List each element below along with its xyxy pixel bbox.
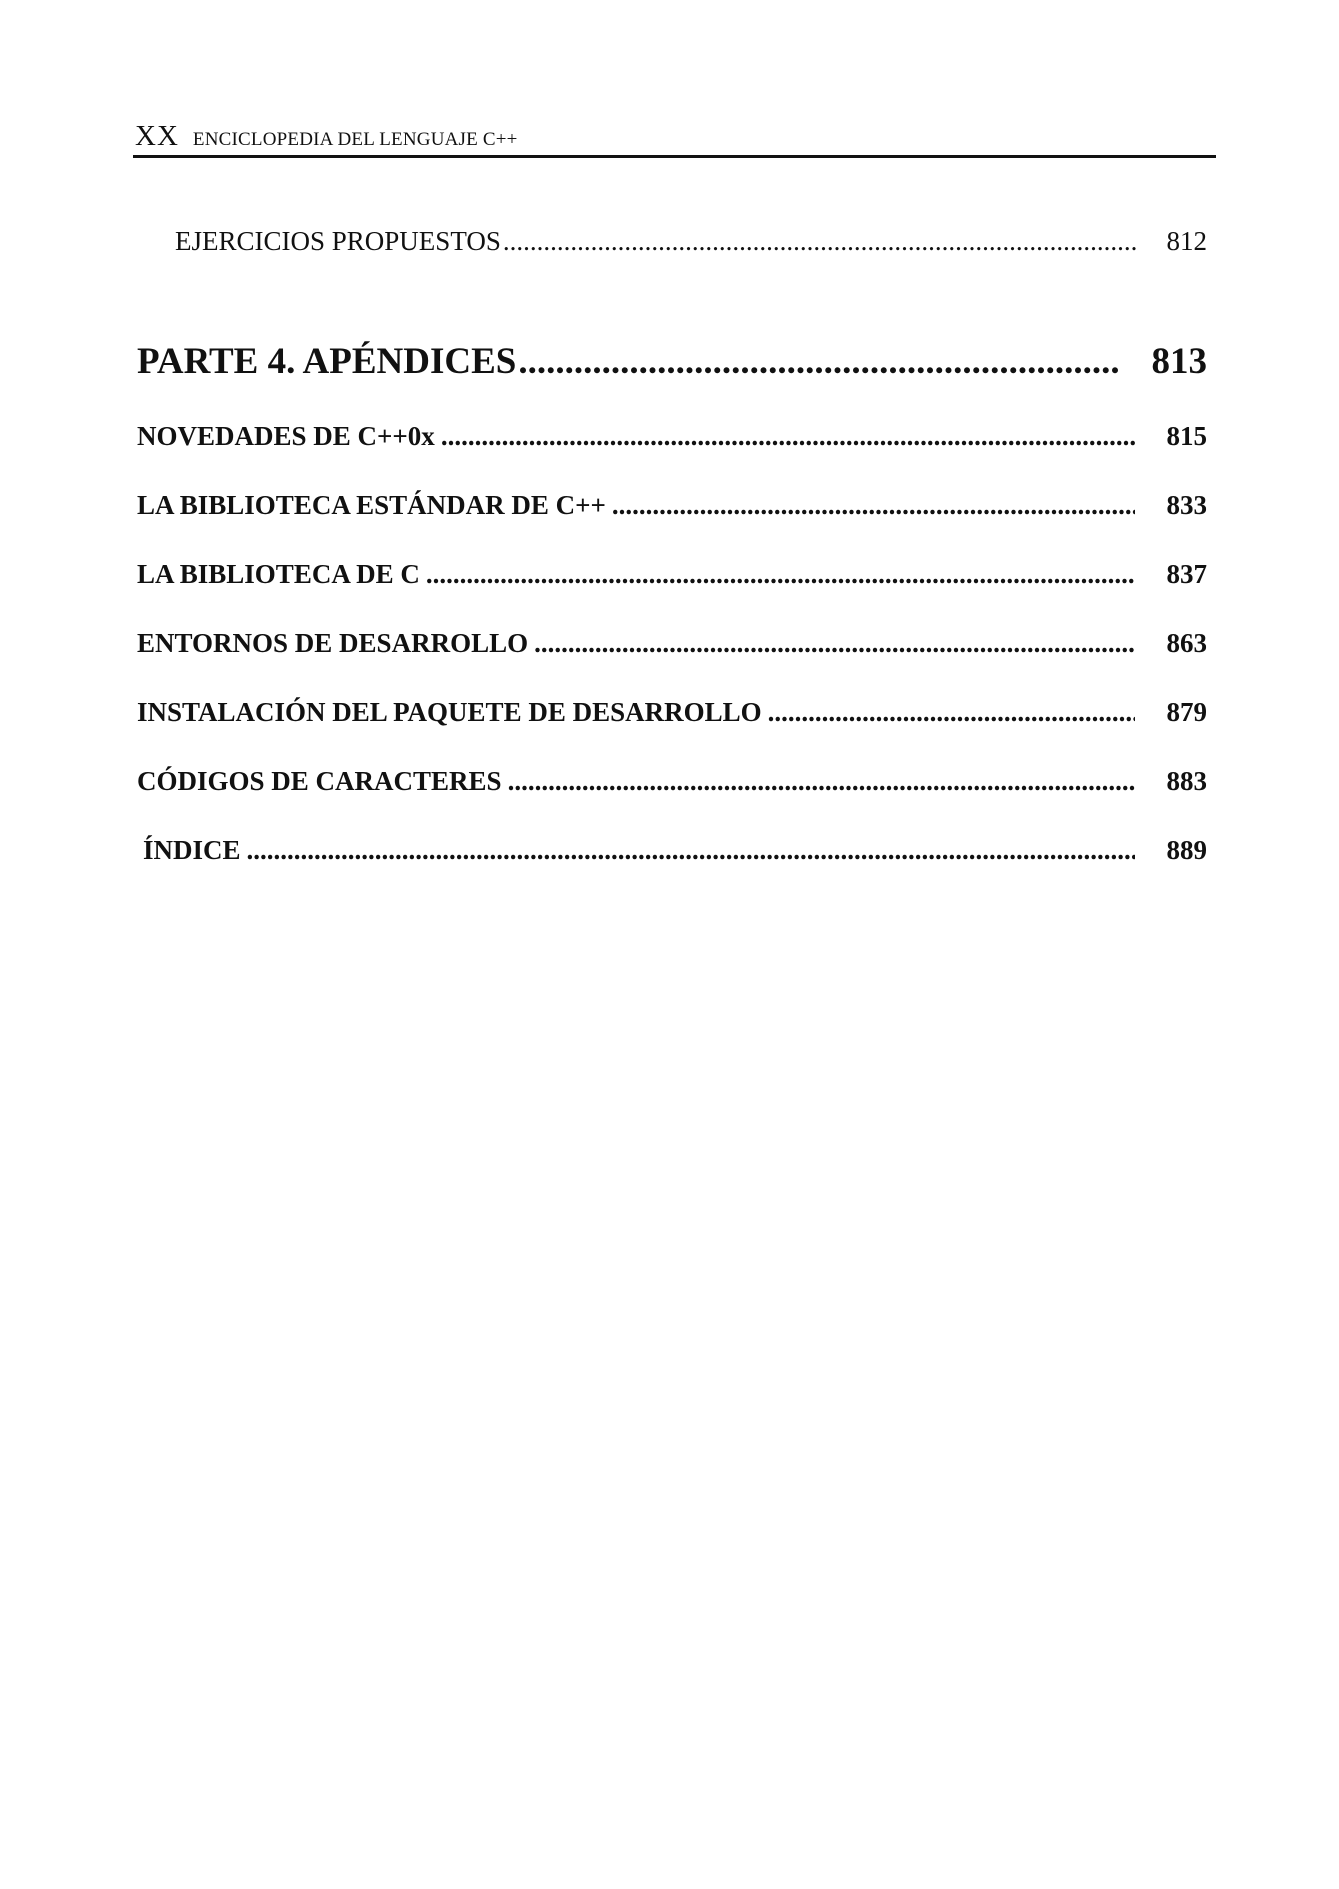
toc-dot-leader <box>534 628 1135 659</box>
toc-dot-leader <box>503 226 1139 257</box>
toc-entry-label: NOVEDADES DE C++0x <box>137 421 435 451</box>
toc-entry-label: EJERCICIOS PROPUESTOS <box>175 226 501 256</box>
toc-entry-label: ÍNDICE <box>143 835 241 865</box>
toc-entry-indice[interactable] <box>143 835 1207 866</box>
toc-entry-page: 883 <box>1166 766 1207 796</box>
header-rule <box>133 155 1216 158</box>
toc-part-label: PARTE 4. APÉNDICES <box>137 341 517 382</box>
header-page-number: XX <box>135 120 179 152</box>
running-header <box>135 120 1215 156</box>
toc-dot-leader <box>247 835 1135 866</box>
toc-entry-entornos[interactable] <box>137 628 1207 659</box>
toc-entry-biblioteca-estandar[interactable] <box>137 490 1207 521</box>
toc-entry-parte-4[interactable] <box>137 340 1207 383</box>
toc-dot-leader <box>768 697 1135 728</box>
toc-dot-leader <box>441 421 1135 452</box>
toc-entry-ejercicios-propuestos[interactable] <box>175 226 1207 257</box>
toc-entry-novedades[interactable] <box>137 421 1207 452</box>
toc-entry-label: LA BIBLIOTECA ESTÁNDAR DE C++ <box>137 490 606 520</box>
toc-entry-label: ENTORNOS DE DESARROLLO <box>137 628 529 658</box>
toc-part-page: 813 <box>1151 341 1207 382</box>
toc-entry-instalacion[interactable] <box>137 697 1207 728</box>
toc-entry-label: INSTALACIÓN DEL PAQUETE DE DESARROLLO <box>137 697 762 727</box>
toc-entry-biblioteca-c[interactable] <box>137 559 1207 590</box>
toc-entry-page: 837 <box>1166 559 1207 589</box>
toc-entry-page: 833 <box>1166 490 1207 520</box>
toc-dot-leader <box>426 559 1135 590</box>
toc-dot-leader <box>612 490 1135 521</box>
toc-entry-page: 863 <box>1166 628 1207 658</box>
toc-dot-leader <box>508 766 1135 797</box>
toc-entry-page: 812 <box>1166 226 1207 256</box>
toc-entry-label: LA BIBLIOTECA DE C <box>137 559 420 589</box>
toc-dot-leader <box>518 340 1119 383</box>
header-book-title: ENCICLOPEDIA DEL LENGUAJE C++ <box>192 129 518 150</box>
toc-entry-label: CÓDIGOS DE CARACTERES <box>137 766 502 796</box>
toc-entry-page: 889 <box>1166 835 1207 865</box>
toc-entry-codigos[interactable] <box>137 766 1207 797</box>
toc-entry-page: 815 <box>1166 421 1207 451</box>
toc-entry-page: 879 <box>1166 697 1207 727</box>
